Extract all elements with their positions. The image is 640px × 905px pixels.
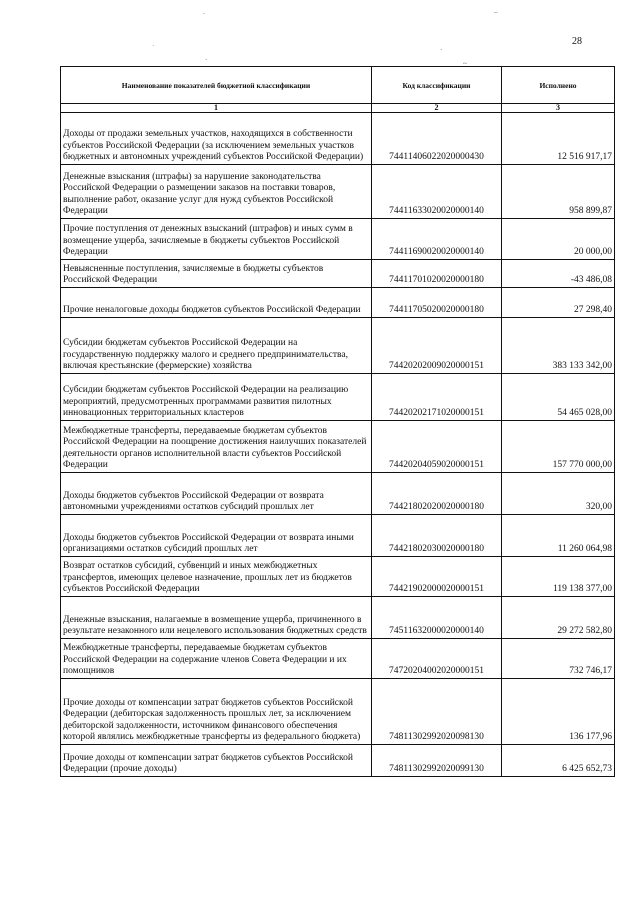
row-amount: 383 133 342,00	[502, 318, 615, 374]
table-row	[61, 219, 615, 260]
row-name: Субсидии бюджетам субъектов Российской Федерации на реализацию мероприятий, предусмотренных программами развития пилотных инновационных территориальных кластеров	[61, 374, 372, 421]
table-row	[61, 597, 615, 639]
row-name: Межбюджетные трансферты, передаваемые бюджетам субъектов Российской Федерации на содержание членов Совета Федерации и их помощников	[61, 639, 372, 679]
row-amount: 136 177,96	[502, 679, 615, 745]
row-name: Прочие доходы от компенсации затрат бюджетов субъектов Российской Федерации (дебиторская задолженность прошлых лет, за исключением дебиторской задолженности, источником финансового обеспечения которой являлись межбюджетные трансферты из федерального бюджета)	[61, 679, 372, 745]
row-code: 74411633020020000140	[372, 165, 502, 219]
budget-table	[60, 66, 615, 777]
row-name: Субсидии бюджетам субъектов Российской Федерации на государственную поддержку малого и среднего предпринимательства, включая крестьянские (фермерские) хозяйства	[61, 318, 372, 374]
row-code: 74420202171020000151	[372, 374, 502, 421]
page-number: 28	[572, 36, 582, 47]
row-amount: 732 746,17	[502, 639, 615, 679]
row-name: Доходы бюджетов субъектов Российской Федерации от возврата иными организациями остатков субсидий прошлых лет	[61, 515, 372, 557]
header-name: Наименование показателей бюджетной классификации	[61, 67, 372, 104]
column-number: 2	[372, 104, 502, 113]
row-name: Возврат остатков субсидий, субвенций и иных межбюджетных трансфертов, имеющих целевое назначение, прошлых лет из бюджетов субъектов Российской Федерации	[61, 557, 372, 597]
row-code: 74420204059020000151	[372, 421, 502, 473]
row-name: Денежные взыскания (штрафы) за нарушение законодательства Российской Федерации о размещении заказов на поставки товаров, выполнение работ, оказание услуг для нужд субъектов Российской Федерации	[61, 165, 372, 219]
table-row	[61, 515, 615, 557]
row-name: Прочие поступления от денежных взысканий (штрафов) и иных сумм в возмещение ущерба, зачисляемые в бюджеты субъектов Российской Федерации	[61, 219, 372, 260]
row-code: 74411701020020000180	[372, 260, 502, 288]
row-amount: -43 486,08	[502, 260, 615, 288]
row-code: 74411705020020000180	[372, 288, 502, 318]
table-row	[61, 557, 615, 597]
table-row	[61, 260, 615, 288]
row-name: Невыясненные поступления, зачисляемые в бюджеты субъектов Российской Федерации	[61, 260, 372, 288]
row-amount: 320,00	[502, 473, 615, 515]
table-row	[61, 473, 615, 515]
row-amount: 54 465 028,00	[502, 374, 615, 421]
row-amount: 27 298,40	[502, 288, 615, 318]
row-code: 74411690020020000140	[372, 219, 502, 260]
column-number: 3	[502, 104, 615, 113]
row-code: 74811302992020098130	[372, 679, 502, 745]
table-row	[61, 639, 615, 679]
header-code: Код классификации	[372, 67, 502, 104]
table-row	[61, 165, 615, 219]
row-code: 74511632000020000140	[372, 597, 502, 639]
table-row	[61, 288, 615, 318]
table-row	[61, 679, 615, 745]
row-name: Доходы бюджетов субъектов Российской Федерации от возврата автономными учреждениями остатков субсидий прошлых лет	[61, 473, 372, 515]
table-row	[61, 745, 615, 777]
row-code: 74411406022020000430	[372, 113, 502, 165]
row-name: Прочие неналоговые доходы бюджетов субъектов Российской Федерации	[61, 288, 372, 318]
header-amount: Исполнено	[502, 67, 615, 104]
row-amount: 6 425 652,73	[502, 745, 615, 777]
row-amount: 958 899,87	[502, 165, 615, 219]
table-row	[61, 113, 615, 165]
row-code: 74421802030020000180	[372, 515, 502, 557]
row-amount: 20 000,00	[502, 219, 615, 260]
row-amount: 29 272 582,80	[502, 597, 615, 639]
column-number-row	[61, 104, 615, 113]
table-header-row	[61, 67, 615, 104]
row-amount: 157 770 000,00	[502, 421, 615, 473]
row-code: 74421802020020000180	[372, 473, 502, 515]
row-name: Межбюджетные трансферты, передаваемые бюджетам субъектов Российской Федерации на поощрение достижения наилучших показателей деятельности органов исполнительной власти субъектов Российской Федерации	[61, 421, 372, 473]
row-code: 74421902000020000151	[372, 557, 502, 597]
row-amount: 11 260 064,98	[502, 515, 615, 557]
row-code: 74720204002020000151	[372, 639, 502, 679]
table-row	[61, 374, 615, 421]
column-number: 1	[61, 104, 372, 113]
row-code: 74811302992020099130	[372, 745, 502, 777]
table-row	[61, 421, 615, 473]
row-name: Денежные взыскания, налагаемые в возмещение ущерба, причиненного в результате незаконного или нецелевого использования бюджетных средств	[61, 597, 372, 639]
row-amount: 12 516 917,17	[502, 113, 615, 165]
row-name: Доходы от продажи земельных участков, находящихся в собственности субъектов Российской Федерации (за исключением земельных участков бюджетных и автономных учреждений субъектов Российской Федерации)	[61, 113, 372, 165]
row-name: Прочие доходы от компенсации затрат бюджетов субъектов Российской Федерации (прочие доходы)	[61, 745, 372, 777]
table-row	[61, 318, 615, 374]
row-code: 74420202009020000151	[372, 318, 502, 374]
row-amount: 119 138 377,00	[502, 557, 615, 597]
